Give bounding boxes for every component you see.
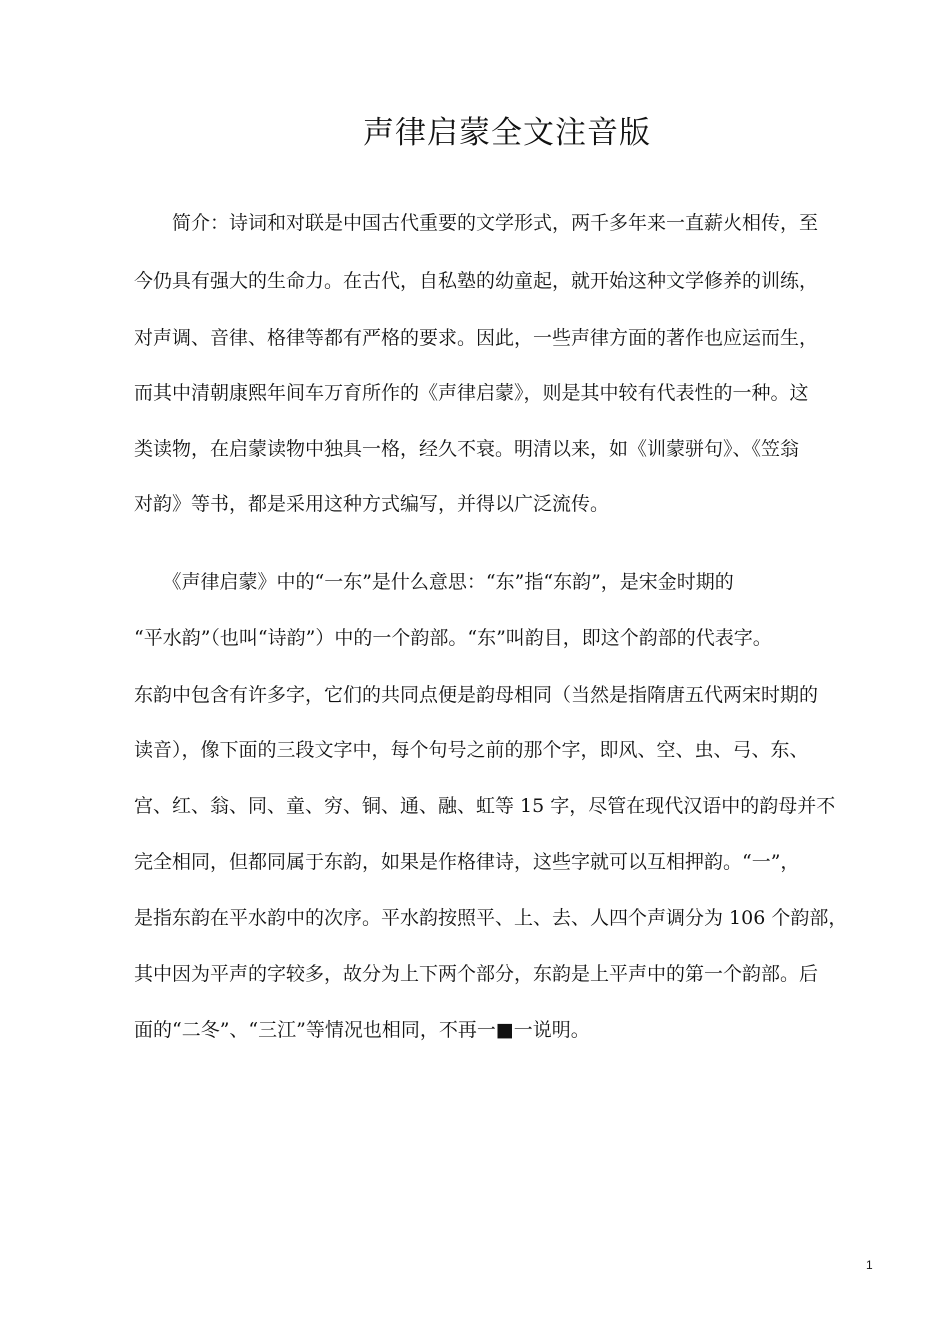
paragraph-2-line-6: 完全相同，但都同属于东韵，如果是作格律诗，这些字就可以互相押韵。“一”， — [134, 851, 800, 873]
paragraph-2-line-4: 读音），像下面的三段文字中，每个句号之前的那个字，即风、空、虫、弓、东、 — [134, 739, 809, 761]
document-title: 声律启蒙全文注音版 — [363, 115, 651, 151]
paragraph-2-line-7: 是指东韵在平水韵中的次序。平水韵按照平、上、去、人四个声调分为 106 个韵部， — [134, 907, 848, 929]
paragraph-1-line-5: 类读物，在启蒙读物中独具一格，经久不衰。明清以来，如《训蒙骈句》、《笠翁 — [134, 438, 800, 460]
paragraph-2-line-2: “平水韵”（也叫“诗韵”）中的一个韵部。“东”叫韵目，即这个韵部的代表字。 — [134, 627, 772, 649]
paragraph-1-line-1: 简介：诗词和对联是中国古代重要的文学形式，两千多年来一直薪火相传，至 — [134, 212, 819, 234]
paragraph-1-line-3: 对声调、音律、格律等都有严格的要求。因此，一些声律方面的著作也应运而生， — [134, 327, 819, 349]
paragraph-2-line-3: 东韵中包含有许多字，它们的共同点便是韵母相同（当然是指隋唐五代两宋时期的 — [134, 684, 819, 706]
paragraph-2-line-5: 宫、红、翁、同、童、穷、铜、通、融、虹等 15 字，尽管在现代汉语中的韵母并不 — [134, 795, 836, 817]
paragraph-1-line-4: 而其中清朝康熙年间车万育所作的《声律启蒙》，则是其中较有代表性的一种。这 — [134, 382, 809, 404]
paragraph-2-line-1: 《声律启蒙》中的“一东”是什么意思：“东”指“东韵”，是宋金时期的 — [134, 571, 734, 593]
page-number: 1 — [866, 1258, 873, 1272]
paragraph-2-line-8: 其中因为平声的字较多，故分为上下两个部分，东韵是上平声中的第一个韵部。后 — [134, 963, 819, 985]
paragraph-1-line-2: 今仍具有强大的生命力。在古代，自私塾的幼童起，就开始这种文学修养的训练， — [134, 270, 819, 292]
paragraph-1-line-6: 对韵》等书，都是采用这种方式编写，并得以广泛流传。 — [134, 493, 610, 515]
paragraph-2-line-9: 面的“二冬”、“三江”等情况也相同，不再一■一说明。 — [134, 1019, 590, 1041]
